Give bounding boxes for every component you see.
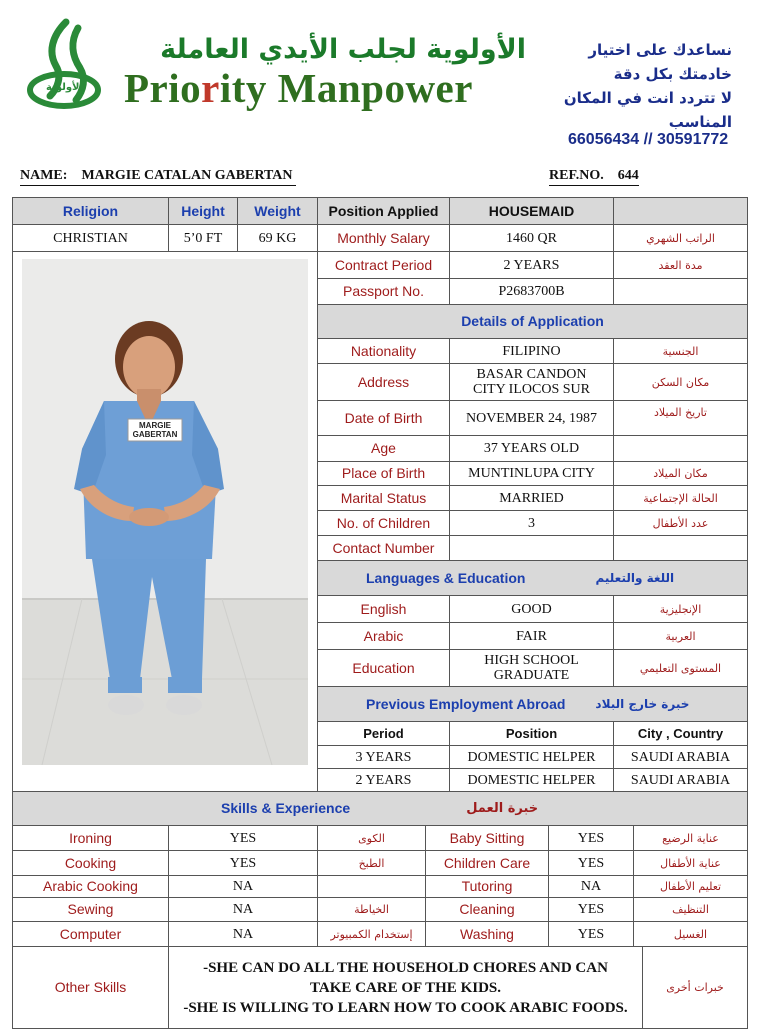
height-value: 5’0 FT	[168, 224, 238, 252]
contact-arabic	[613, 535, 748, 561]
english-arabic: الإنجليزية	[613, 595, 748, 623]
name-badge-line-2: GABERTAN	[132, 430, 178, 439]
skill-arabic: الغسيل	[633, 921, 748, 947]
weight-value: 69 KG	[237, 224, 318, 252]
marital-status-value: MARRIED	[449, 485, 614, 511]
ref-label: REF.NO.	[549, 168, 604, 183]
candidate-photo	[22, 259, 308, 765]
other-skills-arabic: خبرات أخرى	[642, 946, 748, 1029]
company-name-english	[124, 64, 473, 112]
skill-arabic: عناية الأطفال	[633, 850, 748, 876]
other-skills-line-2: -SHE IS WILLING TO LEARN HOW TO COOK ARABIC FOODS.	[183, 999, 628, 1016]
employment-section-title: Previous Employment Abroad	[366, 695, 566, 712]
age-value: 37 YEARS OLD	[449, 435, 614, 462]
employment-row-2-period: 2 YEARS	[317, 768, 450, 792]
dob-value: NOVEMBER 24, 1987	[449, 400, 614, 436]
skill-value: NA	[548, 875, 634, 898]
skills-section	[12, 791, 748, 826]
nationality-arabic: الجنسية	[613, 338, 748, 364]
address-value: BASAR CANDON CITY ILOCOS SUR	[449, 363, 614, 401]
skill-arabic	[317, 875, 426, 898]
skill-value: YES	[168, 825, 318, 851]
children-value: 3	[449, 510, 614, 536]
ref-value: 644	[617, 168, 639, 183]
skill-value: YES	[548, 921, 634, 947]
education-label: Education	[317, 649, 450, 687]
skill-value: YES	[548, 825, 634, 851]
address-label: Address	[317, 363, 450, 401]
skill-value: YES	[548, 850, 634, 876]
other-skills-line-1: -SHE CAN DO ALL THE HOUSEHOLD CHORES AND CAN TAKE CARE OF THE KIDS.	[203, 959, 608, 996]
passport-label: Passport No.	[317, 278, 450, 305]
details-section-title: Details of Application	[317, 304, 748, 339]
skill-arabic: الطبخ	[317, 850, 426, 876]
skill-label: Arabic Cooking	[12, 875, 169, 898]
skill-value: NA	[168, 897, 318, 922]
skill-arabic: عناية الرضيع	[633, 825, 748, 851]
logo-text: الأولوية	[46, 82, 83, 93]
passport-arabic	[613, 278, 748, 305]
contract-period-arabic: مدة العقد	[613, 251, 748, 279]
skill-label: Computer	[12, 921, 169, 947]
skill-label: Sewing	[12, 897, 169, 922]
marital-status-label: Marital Status	[317, 485, 450, 511]
nationality-label: Nationality	[317, 338, 450, 364]
age-label: Age	[317, 435, 450, 462]
passport-value: P2683700B	[449, 278, 614, 305]
employment-section-arabic: خبرة خارج البلاد	[595, 696, 690, 711]
name-badge	[128, 421, 182, 439]
brand-part-1: Prio	[124, 65, 202, 111]
position-applied-header: Position Applied	[317, 197, 450, 225]
employment-row-1-country: SAUDI ARABIA	[613, 745, 748, 769]
place-of-birth-arabic: مكان الميلاد	[613, 461, 748, 486]
contract-period-value: 2 YEARS	[449, 251, 614, 279]
company-logo	[22, 18, 106, 110]
employment-row-1-position: DOMESTIC HELPER	[449, 745, 614, 769]
skill-arabic: تعليم الأطفال	[633, 875, 748, 898]
name-badge-line-1: MARGIE	[139, 421, 171, 430]
skill-value: NA	[168, 921, 318, 947]
skill-label: Washing	[425, 921, 549, 947]
arabic-value: FAIR	[449, 622, 614, 650]
address-arabic: مكان السكن	[613, 363, 748, 401]
name-line	[20, 168, 296, 186]
nationality-value: FILIPINO	[449, 338, 614, 364]
place-of-birth-value: MUNTINLUPA CITY	[449, 461, 614, 486]
employment-row-1-period: 3 YEARS	[317, 745, 450, 769]
name-value: MARGIE CATALAN GABERTAN	[81, 168, 293, 183]
age-arabic	[613, 435, 748, 462]
skill-arabic: التنظيف	[633, 897, 748, 922]
arabic-arabic: العربية	[613, 622, 748, 650]
children-arabic: عدد الأطفال	[613, 510, 748, 536]
name-label: NAME:	[20, 168, 68, 183]
skill-arabic: الخياطة	[317, 897, 426, 922]
skill-label: Ironing	[12, 825, 169, 851]
place-of-birth-label: Place of Birth	[317, 461, 450, 486]
skill-value: YES	[548, 897, 634, 922]
city-country-header: City , Country	[613, 721, 748, 746]
education-arabic: المستوى التعليمي	[613, 649, 748, 687]
other-skills-text	[168, 946, 643, 1029]
employment-row-2-position: DOMESTIC HELPER	[449, 768, 614, 792]
ref-line	[549, 168, 639, 186]
salary-label: Monthly Salary	[317, 224, 450, 252]
education-value: HIGH SCHOOL GRADUATE	[449, 649, 614, 687]
languages-section	[317, 560, 748, 596]
skill-value: YES	[168, 850, 318, 876]
tagline-line-2: لا تتردد انت في المكان المناسب	[563, 89, 732, 131]
tagline-line-1: نساعدك على اختيار خادمتك بكل دقة	[588, 41, 732, 83]
period-header: Period	[317, 721, 450, 746]
salary-value: 1460 QR	[449, 224, 614, 252]
languages-section-title: Languages & Education	[366, 569, 526, 586]
dob-label: Date of Birth	[317, 400, 450, 436]
employment-section	[317, 686, 748, 722]
skills-section-arabic: خبرة العمل	[466, 801, 539, 816]
skill-value: NA	[168, 875, 318, 898]
salary-arabic: الراتب الشهري	[613, 224, 748, 252]
employment-row-2-country: SAUDI ARABIA	[613, 768, 748, 792]
skill-label: Cleaning	[425, 897, 549, 922]
weight-header: Weight	[237, 197, 318, 225]
skill-label: Tutoring	[425, 875, 549, 898]
skill-label: Children Care	[425, 850, 549, 876]
height-header: Height	[168, 197, 238, 225]
skills-section-title: Skills & Experience	[221, 800, 351, 816]
other-skills-label: Other Skills	[12, 946, 169, 1029]
religion-header: Religion	[12, 197, 169, 225]
languages-section-arabic: اللغة والتعليم	[595, 570, 675, 585]
position-header: Position	[449, 721, 614, 746]
religion-value: CHRISTIAN	[12, 224, 169, 252]
skill-arabic: إستخدام الكمبيوتر	[317, 921, 426, 947]
tagline-arabic	[548, 38, 732, 134]
contract-period-label: Contract Period	[317, 251, 450, 279]
arabic-label: Arabic	[317, 622, 450, 650]
skill-arabic: الكوى	[317, 825, 426, 851]
english-value: GOOD	[449, 595, 614, 623]
position-applied-value: HOUSEMAID	[449, 197, 614, 225]
company-name-arabic: الأولوية لجلب الأيدي العاملة	[160, 34, 526, 65]
brand-part-3: ity Manpower	[219, 65, 473, 111]
phone-numbers: 66056434 // 30591772	[568, 131, 729, 148]
contact-value	[449, 535, 614, 561]
position-applied-blank	[613, 197, 748, 225]
skill-label: Baby Sitting	[425, 825, 549, 851]
children-label: No. of Children	[317, 510, 450, 536]
english-label: English	[317, 595, 450, 623]
marital-status-arabic: الحالة الإجتماعية	[613, 485, 748, 511]
contact-label: Contact Number	[317, 535, 450, 561]
brand-part-2: r	[201, 65, 220, 111]
skill-label: Cooking	[12, 850, 169, 876]
dob-arabic: تاريخ الميلاد	[613, 400, 748, 436]
